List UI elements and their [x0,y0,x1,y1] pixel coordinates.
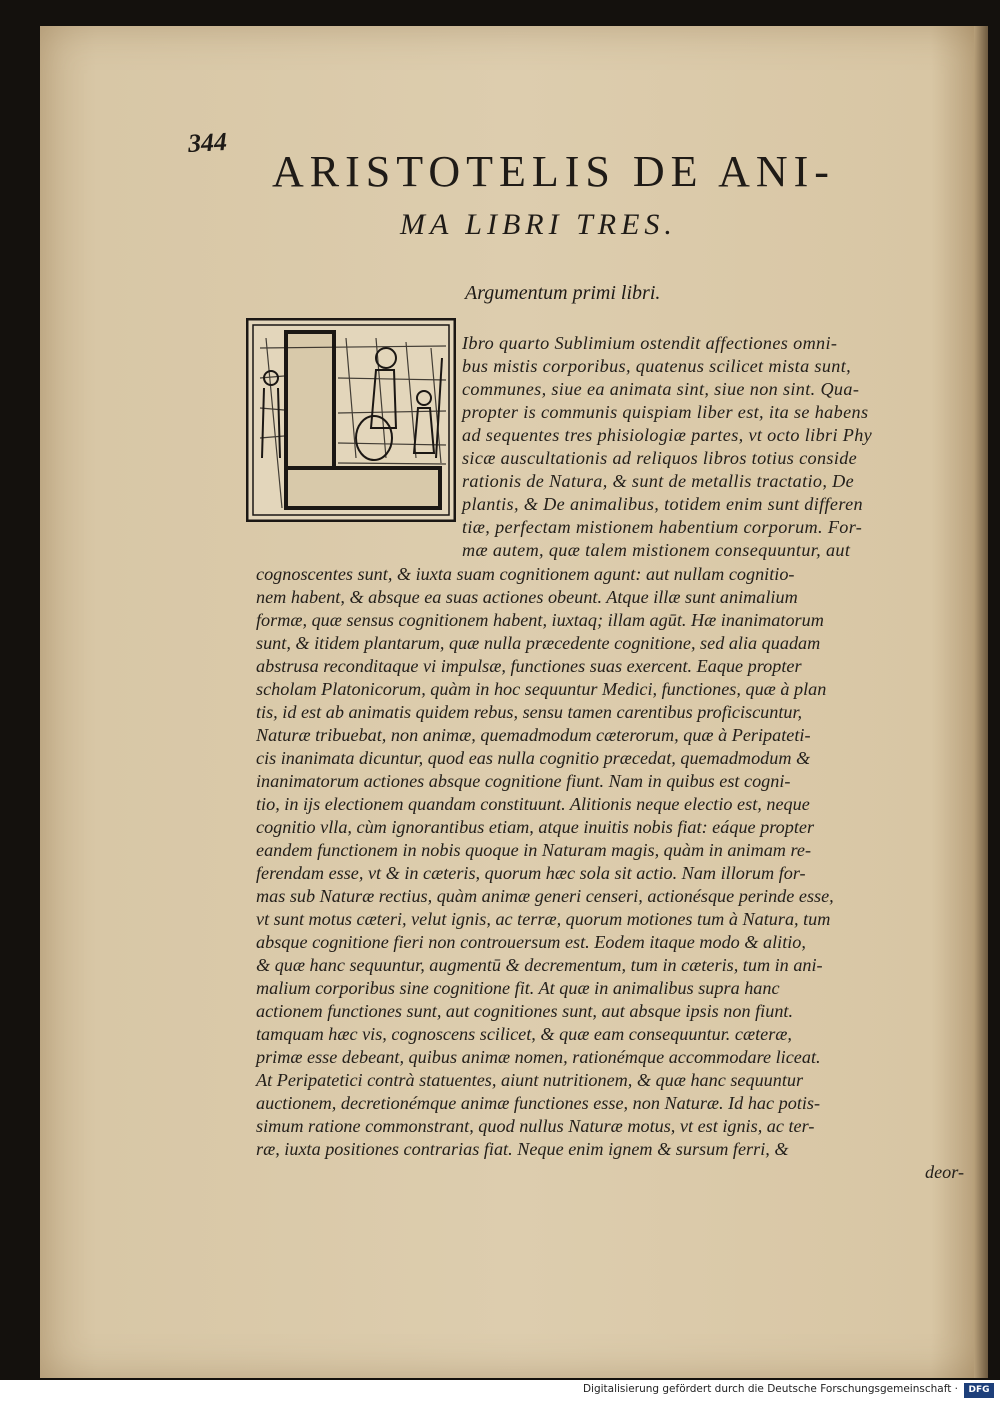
text-line: & quæ hanc sequuntur, augmentū & decrementum, tum in cæteris, tum in ani- [256,955,823,975]
text-line: mæ autem, quæ talem mistionem consequuntur, aut [462,540,851,560]
text-line: tio, in ijs electionem quandam constituunt. Alitionis neque electio est, neque [256,794,810,814]
text-line: propter is communis quispiam liber est, ita se habens [462,402,869,422]
text-line: formæ, quæ sensus cognitionem habent, iuxtaq; illam agūt. Hæ inanimatorum [256,610,824,630]
text-line: Ibro quarto Sublimium ostendit affectiones omni- [462,333,838,353]
dfg-logo-icon: DFG [964,1383,994,1398]
footer-bar [0,1380,1000,1402]
text-line: sunt, & itidem plantarum, quæ nulla præcedente cognitione, sed alia quadam [256,633,821,653]
title-line-1: ARISTOTELIS DE ANI- [272,147,835,196]
text-line: Naturæ tribuebat, non animæ, quemadmodum cæterorum, quæ à Peripateti- [256,725,811,745]
text-line: primæ esse debeant, quibus animæ nomen, rationémque accommodare liceat. [256,1047,821,1067]
text-line: tis, id est ab animatis quidem rebus, sensu tamen carentibus proficiscuntur, [256,702,803,722]
text-line: sicæ auscultationis ad reliquos libros totius conside [462,448,858,468]
text-line: rationis de Natura, & sunt de metallis tractatio, De [462,471,855,491]
text-line: ræ, iuxta positiones contrarias fiat. Neque enim ignem & sursum ferri, & [256,1139,789,1159]
text-line: inanimatorum actiones absque cognitione fiunt. Nam in quibus est cogni- [256,771,791,791]
text-line: auctionem, decretionémque animæ functiones esse, non Naturæ. Id hac potis- [256,1093,821,1113]
woodcut-initial-l-image [246,318,456,522]
text-line: bus mistis corporibus, quatenus scilicet mista sunt, [462,356,852,376]
text-line: tiæ, perfectam mistionem habentium corporum. For- [462,517,863,537]
text-line: tamquam hæc vis, cognoscens scilicet, & quæ eam consequuntur. cæteræ, [256,1024,792,1044]
text-line: nem habent, & absque ea suas actiones obeunt. Atque illæ sunt animalium [256,587,798,607]
text-line: cis inanimata dicuntur, quod eas nulla cognitio præcedat, quemadmodum & [256,748,811,768]
text-line: cognitio vlla, cùm ignorantibus etiam, atque inuitis nobis fiat: eáque propter [256,817,815,837]
text-line: ferendam esse, vt & in cæteris, quorum hæc sola sit actio. Nam illorum for- [256,863,806,883]
text-line: vt sunt motus cæteri, velut ignis, ac terræ, quorum motiones tum à Natura, tum [256,909,831,929]
text-line: scholam Platonicorum, quàm in hoc sequuntur Medici, functiones, quæ à plan [256,679,827,699]
text-line: ad sequentes tres phisiologiæ partes, vt octo libri Phy [462,425,873,445]
text-line: simum ratione commonstrant, quod nullus Naturæ motus, vt est ignis, ac ter- [256,1116,815,1136]
text-line: actionem functiones sunt, aut cognitiones sunt, aut absque ipsis non fiunt. [256,1001,794,1021]
text-line: mas sub Naturæ rectius, quàm animæ generi censeri, actionésque perinde esse, [256,886,834,906]
text-line: cognoscentes sunt, & iuxta suam cognitionem agunt: aut nullam cognitio- [256,564,795,584]
catchword: deor- [925,1162,965,1182]
text-line: eandem functionem in nobis quoque in Naturam magis, quàm in animam re- [256,840,812,860]
text-line: plantis, & De animalibus, totidem enim sunt differen [462,494,863,514]
footer-credit: Digitalisierung gefördert durch die Deutsche Forschungsgemeinschaft · [582,1383,958,1395]
book-spine [974,26,988,1378]
text-line: communes, siue ea animata sint, siue non sint. Qua- [462,379,860,399]
subtitle: Argumentum primi libri. [465,282,661,304]
text-line: abstrusa reconditaque vi impulsæ, functiones suas exercent. Eaque propter [256,656,802,676]
title-line-2: MA LIBRI TRES. [400,208,677,241]
text-line: absque cognitione fieri non controuersum est. Eodem itaque modo & alitio, [256,932,806,952]
page-number: 344 [187,127,228,159]
text-line: At Peripatetici contrà statuentes, aiunt nutritionem, & quæ hanc sequuntur [256,1070,804,1090]
text-line: malium corporibus sine cognitione fit. At quæ in animalibus supra hanc [256,978,780,998]
